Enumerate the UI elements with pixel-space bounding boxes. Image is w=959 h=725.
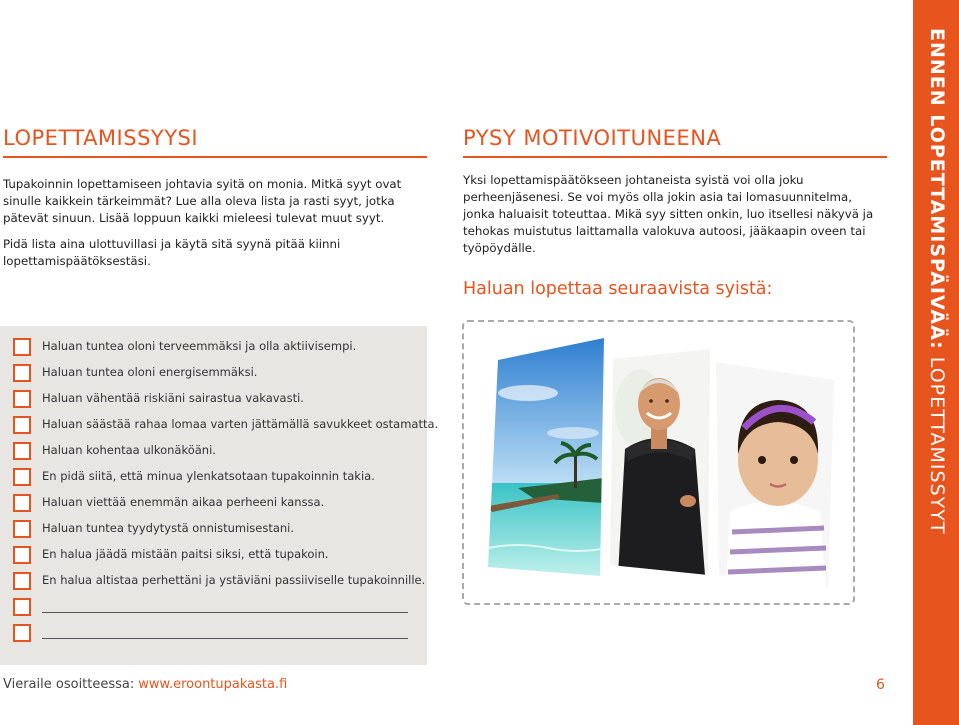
checkbox[interactable]	[13, 598, 31, 616]
sidebar-title	[917, 28, 957, 548]
checklist-item-label: Haluan säästää rahaa lomaa varten jättämällä savukkeet ostamatta.	[42, 417, 439, 431]
write-in-line[interactable]	[42, 612, 408, 613]
right-intro-text: Yksi lopettamispäätökseen johtaneista syistä voi olla joku perheenjäsenesi. Se voi myös olla jokin asia tai lomasuunnitelma, jonka haluaisit toteuttaa. Mikä syy sitten onkin, luo itsellesi näkyvä ja tehokas muistutus laittamalla valokuva autoosi, jääkaapin oveen tai työpöydälle.	[463, 173, 874, 255]
checkbox[interactable]	[13, 520, 31, 538]
footer-label: Vieraile osoitteessa:	[3, 677, 135, 692]
write-in-line[interactable]	[42, 638, 408, 639]
left-section-title: LOPETTAMISSYYSI	[3, 126, 199, 150]
checklist-item[interactable]	[13, 416, 439, 434]
left-title-divider	[3, 156, 427, 158]
footer	[3, 677, 287, 692]
checklist-item-label: Haluan tuntea oloni terveemmäksi ja olla aktiivisempi.	[42, 339, 357, 353]
checklist-item[interactable]	[13, 364, 413, 382]
website-link[interactable]: www.eroontupakasta.fi	[138, 677, 288, 692]
checklist-item-label: Haluan viettää enemmän aikaa perheeni kanssa.	[42, 495, 325, 509]
checkbox[interactable]	[13, 468, 31, 486]
checkbox[interactable]	[13, 416, 31, 434]
sidebar-title-bold: ENNEN LOPETTAMISPÄIVÄÄ:	[926, 28, 948, 350]
checklist-item[interactable]	[13, 520, 413, 538]
checkbox[interactable]	[13, 338, 31, 356]
checkbox[interactable]	[13, 624, 31, 642]
checkbox[interactable]	[13, 572, 31, 590]
reasons-checklist	[0, 326, 439, 665]
right-title-divider	[463, 156, 887, 158]
right-section-title: PYSY MOTIVOITUNEENA	[463, 126, 722, 150]
checklist-item-label: En halua jäädä mistään paitsi siksi, että tupakoin.	[42, 547, 329, 561]
checklist-item-label: En pidä siitä, että minua ylenkatsotaan tupakoinnin takia.	[42, 469, 375, 483]
checklist-item-label: Haluan kohentaa ulkonäköäni.	[42, 443, 216, 457]
checklist-item-blank[interactable]	[13, 624, 413, 642]
checkbox[interactable]	[13, 494, 31, 512]
left-intro-text: Tupakoinnin lopettamiseen johtavia syitä on monia. Mitkä syyt ovat sinulle kaikkein tärkeimmät? Lue alla oleva lista ja rasti syyt, jotka pätevät sinuun. Lisää loppuun kaikki mieleesi tulevat muut syyt.	[3, 177, 402, 225]
page-number: 6	[876, 677, 885, 693]
checkbox[interactable]	[13, 442, 31, 460]
checklist-item[interactable]	[13, 546, 413, 564]
jogging-man-photo	[610, 349, 710, 575]
beach-photo	[488, 338, 604, 576]
checklist-item[interactable]	[13, 494, 413, 512]
checklist-item[interactable]	[13, 442, 413, 460]
checklist-item[interactable]	[13, 572, 426, 590]
checklist-item-label: En halua altistaa perhettäni ja ystäviäni passiiviselle tupakoinnille.	[42, 573, 426, 587]
checklist-item[interactable]	[13, 468, 413, 486]
checkbox[interactable]	[13, 364, 31, 382]
sidebar-title-normal: LOPETTAMISSYYT	[926, 349, 948, 535]
checkbox[interactable]	[13, 546, 31, 564]
checklist-item-label: Haluan tuntea tyydytystä onnistumisestani.	[42, 521, 295, 535]
checklist-item[interactable]	[13, 390, 413, 408]
checklist-item[interactable]	[13, 338, 413, 356]
reasons-heading: Haluan lopettaa seuraavista syistä:	[463, 279, 773, 299]
child-photo	[716, 362, 834, 588]
checkbox[interactable]	[13, 390, 31, 408]
checklist-item-blank[interactable]	[13, 598, 413, 616]
left-reminder-text: Pidä lista aina ulottuvillasi ja käytä sitä syynä pitää kiinni lopettamispäätöksestäsi.	[3, 237, 341, 268]
checklist-item-label: Haluan tuntea oloni energisemmäksi.	[42, 365, 258, 379]
checklist-item-label: Haluan vähentää riskiäni sairastua vakavasti.	[42, 391, 304, 405]
